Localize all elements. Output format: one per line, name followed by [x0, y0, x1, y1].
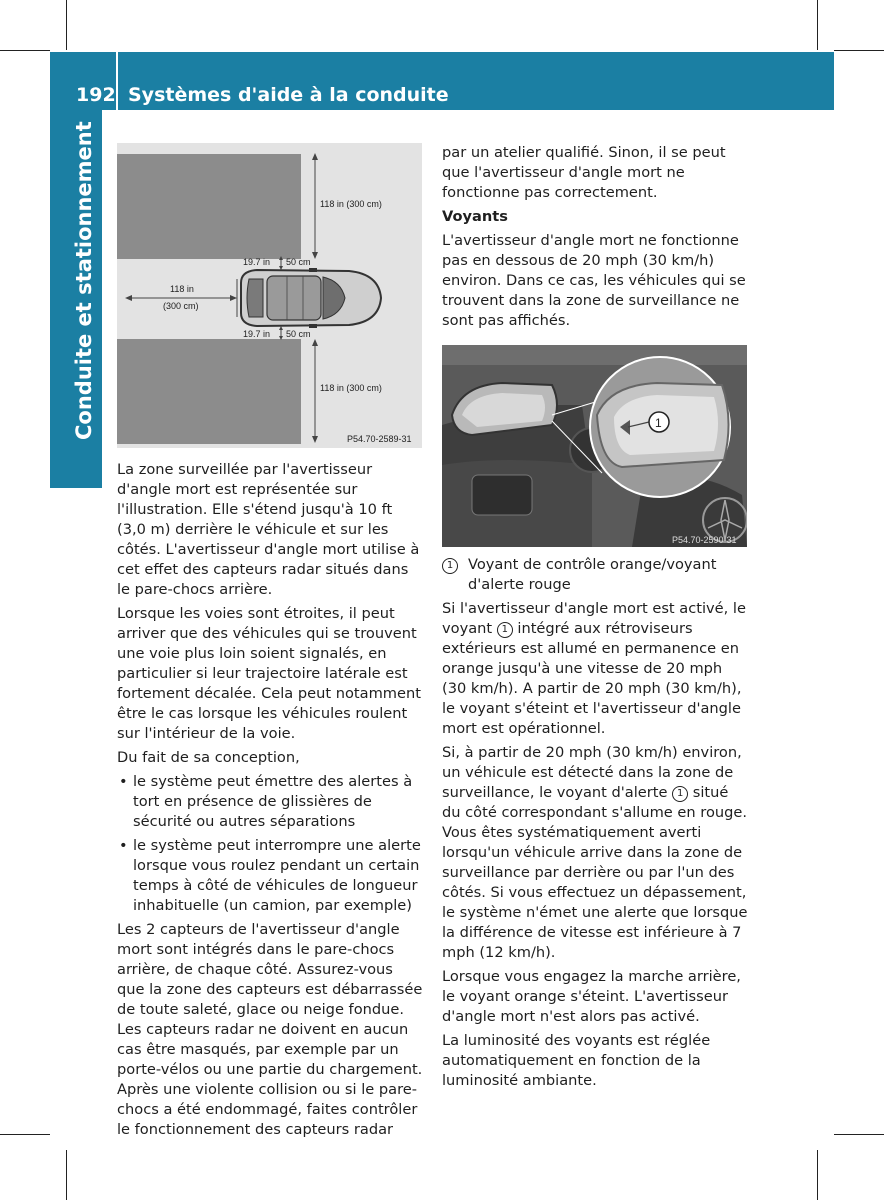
- paragraph: La luminosité des voyants est réglée automatiquement en fonction de la luminosité ambiante.: [442, 1032, 711, 1089]
- car-top-view-icon: [241, 268, 381, 328]
- paragraph: L'avertisseur d'angle mort ne fonctionne pas en dessous de 20 mph (30 km/h) environ. Dans ce cas, les véhicules qui se trouvent dans la zone de surveillance ne sont pas affichés.: [442, 232, 746, 329]
- dimension-label: 118 in (300 cm): [320, 199, 382, 209]
- right-column-bottom: [442, 555, 748, 1095]
- paragraph: Lorsque vous engagez la marche arrière, le voyant orange s'éteint. L'avertisseur d'angle mort n'est alors pas activé.: [442, 968, 741, 1025]
- figure-callout: 1: [655, 416, 662, 430]
- paragraph: Si, à partir de 20 mph (30 km/h) environ, un véhicule est détecté dans la zone de surveillance, le voyant d'alerte 1 situé du côté correspondant s'allume en rouge. Vous êtes systématiquement averti lorsqu'un véhicule arrive dans la zone de surveillance par derrière ou par l'un des côtés. Si vous effectuez un dépassement, le système n'émet une alerte que lorsque la différence de vitesse est inférieure à 7 mph (12 km/h).: [442, 744, 748, 961]
- dimension-label: 50 cm: [286, 257, 311, 267]
- dimension-label: 19.7 in: [243, 257, 271, 267]
- dimension-label: 118 in: [170, 284, 194, 294]
- dimension-label: 118 in (300 cm): [320, 383, 382, 393]
- bullet-icon: •: [119, 837, 128, 854]
- dimension-label: 19.7 in: [243, 329, 271, 339]
- header-separator: [116, 52, 118, 110]
- crop-mark: [817, 0, 818, 50]
- crop-mark: [834, 50, 884, 51]
- right-column-top: [442, 143, 748, 335]
- paragraph: Lorsque les voies sont étroites, il peut arriver que des véhicules qui se trouvent une voie plus loin soient signalés, en particulier si leur trajectoire latérale est fortement décalée. Cela peut notamment être le cas lorsque les véhicules roulent sur l'intérieur de la voie.: [117, 605, 421, 742]
- subheading: Voyants: [442, 208, 508, 225]
- blind-spot-zone-diagram: [117, 143, 422, 448]
- crop-mark: [817, 1150, 818, 1200]
- paragraph: Si l'avertisseur d'angle mort est activé, le voyant 1 intégré aux rétroviseurs extérieurs est allumé en permanence en orange jusqu'à une vitesse de 20 mph (30 km/h). A partir de 20 mph (30 km/h), le voyant s'éteint et l'avertisseur d'angle mort est opérationnel.: [442, 600, 746, 737]
- crop-mark: [66, 1150, 67, 1200]
- paragraph: Du fait de sa conception,: [117, 749, 300, 766]
- paragraph: La zone surveillée par l'avertisseur d'angle mort est représentée sur l'illustration. Elle s'étend jusqu'à 10 ft (3,0 m) derrière le véhicule et sur les côtés. L'avertisseur d'angle mort utilise à cet effet des capteurs radar situés dans le pare-chocs arrière.: [117, 461, 420, 598]
- bullet-icon: •: [119, 773, 128, 790]
- figure-reference: P54.70-2590-31: [672, 535, 737, 545]
- figure-legend: 1 Voyant de contrôle orange/voyant d'alerte rouge: [442, 555, 748, 595]
- crop-mark: [66, 0, 67, 50]
- crop-mark: [834, 1134, 884, 1135]
- callout-number: 1: [442, 558, 458, 574]
- callout-number: 1: [497, 622, 513, 638]
- crop-mark: [0, 50, 50, 51]
- monitoring-zone-bottom: [117, 339, 301, 444]
- page-number: 192: [76, 84, 116, 106]
- left-column: [117, 460, 423, 1144]
- monitoring-zone-top: [117, 154, 301, 259]
- crop-mark: [0, 1134, 50, 1135]
- side-tab-label: Conduite et stationnement: [72, 121, 96, 440]
- figure-reference: P54.70-2589-31: [347, 434, 412, 444]
- list-item: • le système peut émettre des alertes à tort en présence de glissières de sécurité ou autres séparations: [119, 773, 413, 830]
- paragraph: par un atelier qualifié. Sinon, il se peut que l'avertisseur d'angle mort ne fonctionne pas correctement.: [442, 144, 726, 201]
- list-item: • le système peut interrompre une alerte lorsque vous roulez pendant un certain temps à côté de véhicules de longueur inhabituelle (un camion, par exemple): [119, 837, 421, 914]
- dimension-label: 50 cm: [286, 329, 311, 339]
- paragraph: Les 2 capteurs de l'avertisseur d'angle mort sont intégrés dans le pare-chocs arrière, de chaque côté. Assurez-vous que la zone des capteurs est débarrassée de toute saleté, glace ou neige fondue. Les capteurs radar ne doivent en aucun cas être masqués, par exemple par un porte-vélos ou une partie du chargement. Après une violente collision ou si le pare-chocs a été endommagé, faites contrôler le fonctionnement des capteurs radar: [117, 921, 423, 1138]
- section-title: Systèmes d'aide à la conduite: [128, 84, 449, 106]
- dimension-label: (300 cm): [163, 301, 199, 311]
- mirror-indicator-photo: [442, 345, 747, 547]
- callout-number: 1: [672, 786, 688, 802]
